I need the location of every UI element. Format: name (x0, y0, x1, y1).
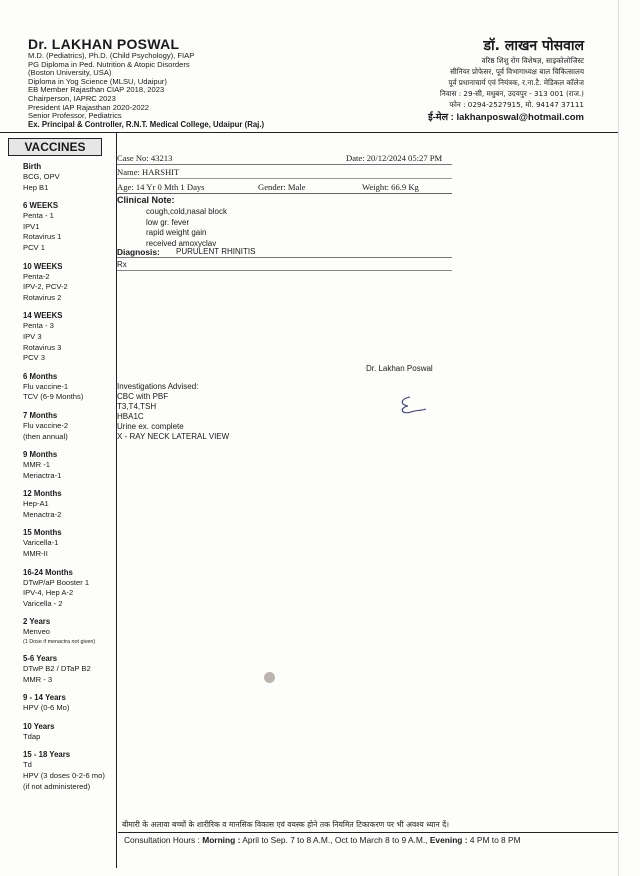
rx-label: Rx (117, 260, 127, 269)
vaccine-item: Rotavirus 3 (23, 342, 62, 352)
clinical-notes (146, 207, 227, 249)
vaccine-age: 10 Years (23, 721, 55, 731)
diagnosis-rule (117, 257, 452, 258)
doctor-name: Dr. LAKHAN POSWAL (28, 36, 180, 52)
qualification-line: Senior Professor, Pediatrics (28, 111, 122, 121)
qualification-line: (Boston University, USA) (28, 68, 112, 78)
paper-smudge (264, 672, 275, 683)
case-date: Date: 20/12/2024 05:27 PM (346, 153, 443, 163)
vaccine-age: 10 WEEKS (23, 261, 63, 271)
vaccine-group (23, 201, 115, 253)
vaccine-item: Hep-A1 (23, 499, 49, 509)
vaccine-item: (if not administered) (23, 781, 91, 791)
vaccine-item: DTwP B2 / DTaP B2 (23, 664, 91, 674)
vaccine-item: Td (23, 760, 32, 770)
vaccine-item: Menveo (23, 627, 51, 637)
vaccine-group (23, 750, 115, 792)
vaccine-group (23, 262, 115, 304)
footer-divider (118, 832, 618, 833)
consultation-hours (124, 835, 521, 845)
vaccine-item: Rotavirus 1 (23, 232, 62, 242)
investigation-item: T3,T4,TSH (117, 402, 157, 411)
vaccine-age: 7 Months (23, 410, 58, 420)
letterhead-left (28, 36, 358, 129)
diagnosis-value: PURULENT RHINITIS (176, 247, 256, 256)
clinical-note-item: received amoxyclav (146, 238, 217, 248)
investigation-item: Urine ex. complete (117, 422, 184, 431)
hindi-line: फोन : 0294-2527915, मो. 94147 37111 (449, 100, 584, 109)
vaccines-title: VACCINES (8, 138, 102, 156)
vaccine-item: Flu vaccine-1 (23, 381, 69, 391)
vaccine-age: 15 - 18 Years (23, 750, 71, 760)
vaccine-group (23, 722, 115, 743)
vaccine-item: PCV 3 (23, 353, 45, 363)
qualification-line: President IAP Rajasthan 2020-2022 (28, 102, 150, 112)
investigation-item: CBC with PBF (117, 392, 169, 401)
vaccine-item: IPV-4, Hep A-2 (23, 588, 74, 598)
vaccine-age: 2 Years (23, 617, 51, 627)
vaccine-age: Birth (23, 162, 42, 171)
vaccine-age: 6 Months (23, 371, 58, 381)
evening-label: Evening : (429, 835, 468, 845)
position-line: Ex. Principal & Controller, R.N.T. Medical College, Udaipur (Raj.) (28, 119, 265, 129)
vaccine-item: Varicella - 2 (23, 598, 63, 608)
vaccine-item: MMR - 3 (23, 674, 53, 684)
page-edge (618, 0, 619, 876)
vaccine-item: Meriactra-1 (23, 470, 62, 480)
vaccine-item: MMR -1 (23, 460, 50, 470)
patient-age: Age: 14 Yr 0 Mth 1 Days (117, 182, 205, 192)
hours-label: Consultation Hours : (124, 835, 200, 845)
case-rule (117, 164, 452, 165)
sidebar-divider (116, 133, 117, 868)
doctor-signature-name: Dr. Lakhan Poswal (366, 364, 433, 373)
evening-hours: 4 PM to 8 PM (469, 835, 521, 845)
rx-rule (117, 270, 452, 271)
vaccine-group (23, 654, 115, 685)
vaccine-group (23, 528, 115, 559)
vaccine-group (23, 411, 115, 442)
vaccine-age: 5-6 Years (23, 654, 58, 664)
hindi-line: निवास : 29-सी, मधुबन, उदयपुर - 313 001 (राज.) (439, 89, 584, 98)
vaccine-item: Tdap (23, 731, 41, 741)
clinical-note-label: Clinical Note: (117, 195, 175, 205)
vaccine-group (23, 450, 115, 481)
footer-hindi-note: बीमारी के अलावा बच्चों के शारीरिक व मानसिक विकास एवं वयस्क होने तक नियमित टिकाकरण पर भी अवश्य ध्यान दें। (122, 820, 449, 829)
vaccine-group (23, 162, 115, 193)
vaccine-item: MMR-II (23, 549, 48, 559)
diagnosis-label: Diagnosis: (117, 247, 160, 257)
qualification-line: Chairperson, IAPRC 2023 (28, 93, 116, 103)
vaccine-age: 9 Months (23, 450, 58, 460)
vaccine-item: IPV1 (23, 221, 40, 231)
vaccine-item: Penta - 3 (23, 321, 54, 331)
vaccine-item: PCV 1 (23, 242, 45, 252)
vaccine-item: DTwP/aP Booster 1 (23, 577, 90, 587)
vaccine-group (23, 489, 115, 520)
qualification-line: PG Diploma in Ped. Nutrition & Atopic Disorders (28, 59, 190, 69)
vaccine-item: HPV (3 doses 0-2-6 mo) (23, 771, 105, 780)
vaccine-age: 12 Months (23, 489, 62, 499)
vaccine-age: 14 WEEKS (23, 311, 63, 321)
vaccine-item: Menactra-2 (23, 509, 62, 519)
vaccine-group (23, 693, 115, 714)
vaccine-item: Flu vaccine-2 (23, 420, 69, 430)
hindi-line: वरिष्ठ शिशु रोग विशेषज्ञ, साइकोलोजिस्ट (481, 56, 584, 65)
vaccine-group (23, 568, 115, 610)
vaccine-item: Varicella-1 (23, 538, 59, 548)
investigations (117, 382, 229, 442)
patient-name: Name: HARSHIT (117, 167, 180, 177)
letterhead-right (324, 36, 584, 123)
name-rule (117, 178, 452, 179)
clinical-note-item: low gr. fever (146, 217, 190, 227)
investigations-label: Investigations Advised: (117, 382, 199, 391)
case-number: Case No: 43213 (117, 153, 173, 163)
vaccine-schedule (23, 162, 115, 800)
patient-gender: Gender: Male (258, 182, 306, 192)
vaccine-item: IPV-2, PCV-2 (23, 282, 68, 292)
vaccine-age: 16-24 Months (23, 567, 73, 577)
vaccine-age: 15 Months (23, 528, 62, 538)
hindi-line: सीनियर प्रोफेसर, पूर्व विभागाध्यक्ष बाल चिकित्सालय (450, 67, 584, 76)
vaccine-item: HPV (0-6 Mo) (23, 703, 70, 713)
vaccine-item: Rotavirus 2 (23, 292, 62, 302)
clinical-note-item: rapid weight gain (146, 228, 207, 237)
vaccine-note: (1 Dose if menactra not given) (23, 639, 96, 646)
morning-label: Morning : (202, 835, 241, 845)
vitals-rule (117, 193, 452, 194)
qualification-line: Diploma in Yog Science (MLSU, Udaipur) (28, 76, 167, 86)
investigation-item: X - RAY NECK LATERAL VIEW (117, 432, 230, 441)
vaccine-item: Penta - 1 (23, 211, 54, 221)
vaccine-age: 9 - 14 Years (23, 693, 66, 703)
vaccine-age: 6 WEEKS (23, 201, 59, 211)
vaccine-item: TCV (6-9 Months) (23, 392, 84, 402)
qualification-line: M.D. (Pediatrics), Ph.D. (Child Psychology), FIAP (28, 51, 195, 60)
vaccine-item: Penta-2 (23, 271, 50, 281)
clinical-note-item: cough,cold,nasal block (146, 207, 227, 216)
vaccine-item: BCG, OPV (23, 172, 60, 181)
vaccine-group (23, 617, 115, 646)
doctor-name-hindi: डॉ. लाखन पोसवाल (483, 38, 584, 54)
investigation-item: HBA1C (117, 412, 144, 421)
email-line: ई-मेल : lakhanposwal@hotmail.com (428, 112, 584, 123)
morning-hours: April to Sep. 7 to 8 A.M., Oct to March 8 to 9 A.M., (242, 835, 428, 845)
patient-weight: Weight: 66.9 Kg (362, 182, 419, 192)
vaccine-item: (then annual) (23, 431, 68, 441)
vaccine-item: Hep B1 (23, 182, 49, 192)
hindi-line: पूर्व प्रधानाचार्य एवं नियंत्रक, र.ना.टै. मेडिकल कॉलेज (448, 78, 584, 87)
vaccine-group (23, 311, 115, 363)
vaccine-item: IPV 3 (23, 331, 42, 341)
header-divider (0, 132, 618, 133)
qualification-line: EB Member Rajasthan CIAP 2018, 2023 (28, 85, 165, 95)
vaccine-group (23, 372, 115, 403)
handwritten-signature (396, 393, 432, 422)
